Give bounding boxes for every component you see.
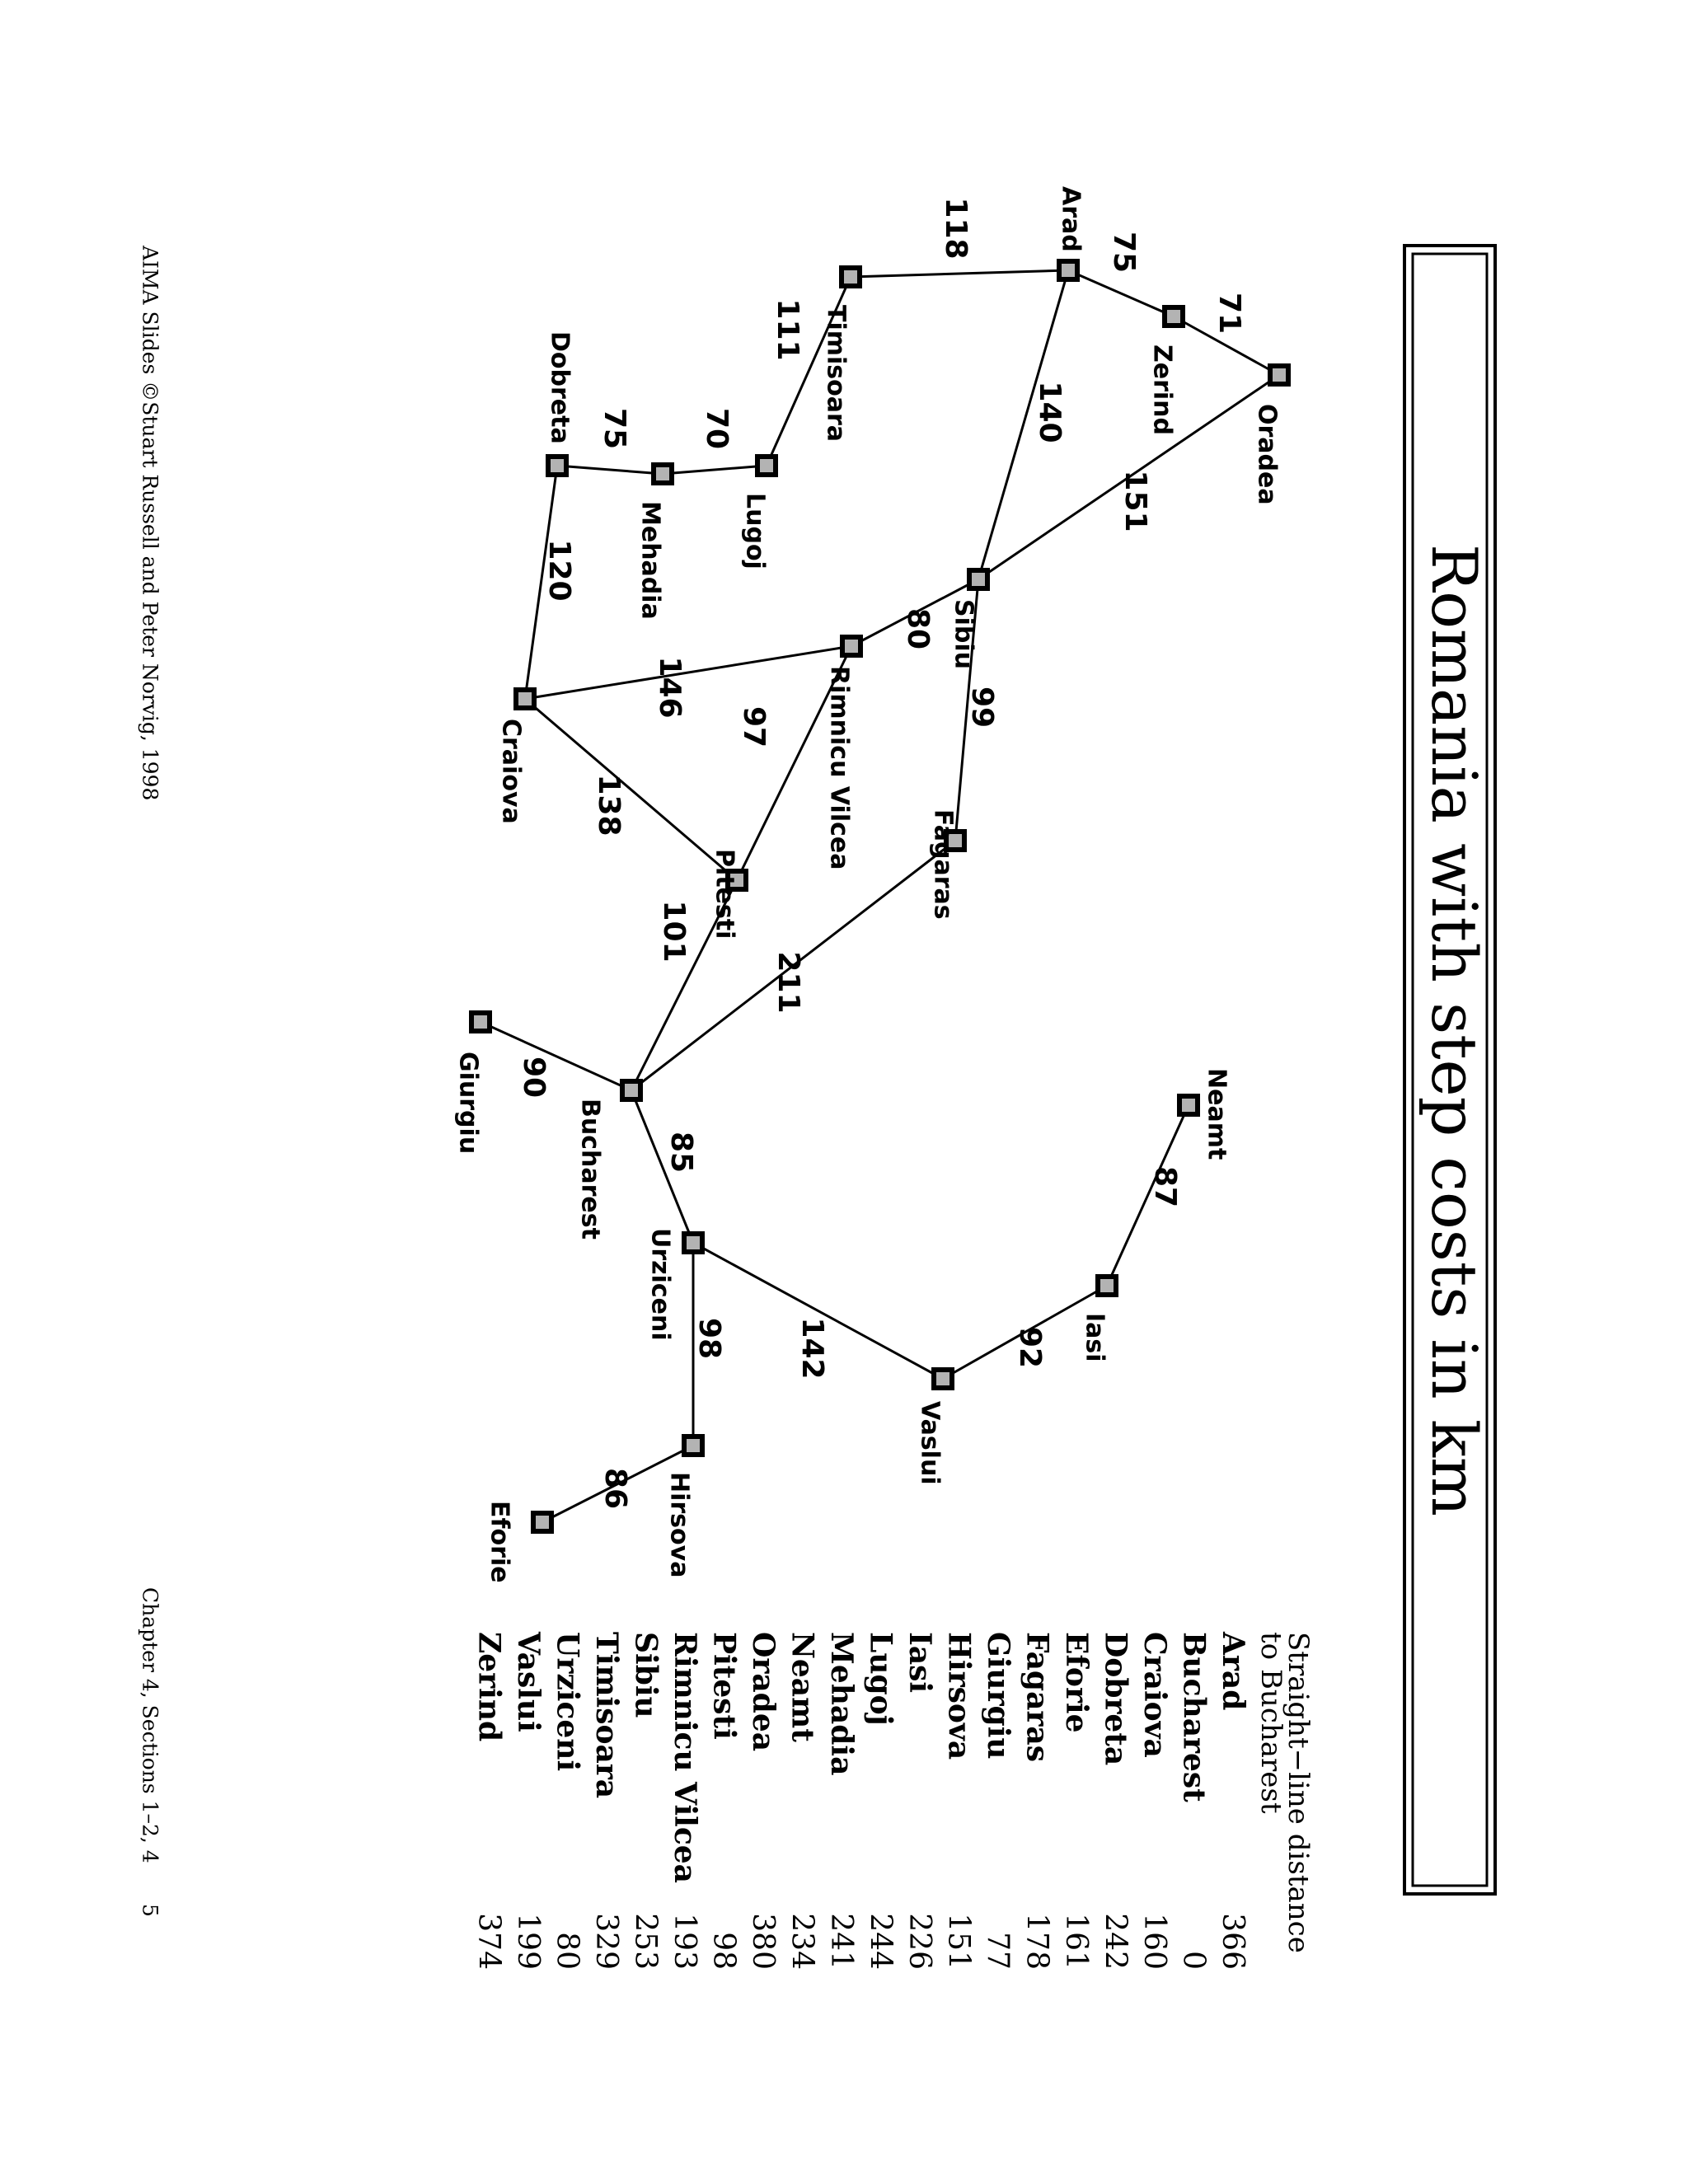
cost-label-craiova-pitesti: 138 (592, 774, 626, 837)
sld-heading-line1: Straight−line distance (1282, 1632, 1315, 1953)
city-label-urziceni: Urziceni (645, 1228, 675, 1341)
sld-dist-lugoj: 244 (863, 1913, 898, 1970)
city-label-fagaras: Fagaras (928, 809, 958, 920)
sld-rows (472, 1631, 1251, 1970)
sld-dist-fagaras: 178 (1020, 1913, 1054, 1970)
cost-label-iasi-neamt: 87 (1148, 1165, 1182, 1208)
sld-dist-bucharest: 0 (1176, 1951, 1211, 1970)
sld-dist-vaslui: 199 (511, 1913, 545, 1970)
road-lugoj-mehadia (663, 466, 767, 474)
sld-city-sibiu: Sibiu (628, 1632, 663, 1718)
city-label-lugoj: Lugoj (740, 493, 770, 569)
sld-dist-oradea: 380 (746, 1913, 780, 1970)
sld-dist-eforie: 161 (1059, 1913, 1093, 1970)
sld-city-arad: Arad (1216, 1632, 1250, 1711)
cost-label-bucharest-giurgiu: 90 (517, 1056, 551, 1099)
footer-page-number: 5 (138, 1904, 162, 1917)
city-label-iasi: Iasi (1080, 1313, 1109, 1362)
cost-label-rimnicu-craiova: 146 (653, 656, 687, 719)
road-arad-timisoara (851, 270, 1068, 277)
cost-label-zerind-oradea: 71 (1212, 292, 1246, 335)
road-bucharest-giurgiu (481, 1022, 631, 1090)
sld-dist-timisoara: 329 (589, 1913, 623, 1970)
city-label-neamt: Neamt (1202, 1068, 1231, 1160)
sld-city-iasi: Iasi (903, 1632, 937, 1694)
sld-dist-arad: 366 (1216, 1913, 1250, 1970)
cost-label-mehadia-dobreta: 75 (598, 407, 631, 450)
city-label-mehadia: Mehadia (635, 501, 665, 620)
sld-city-hirsova: Hirsova (941, 1632, 977, 1760)
sld-city-pitesti: Pitesti (706, 1632, 742, 1740)
city-node-dobreta (548, 457, 566, 475)
city-node-mehadia (654, 465, 672, 483)
sld-city-oradea: Oradea (746, 1632, 781, 1752)
cost-label-arad-timisoara: 118 (939, 197, 973, 260)
cost-label-oradea-sibiu: 151 (1118, 470, 1152, 532)
city-label-pitesti: Pitesti (710, 849, 739, 940)
sld-city-urziceni: Urziceni (550, 1632, 585, 1772)
sld-dist-craiova: 160 (1137, 1913, 1171, 1970)
city-label-giurgiu: Giurgiu (453, 1052, 483, 1155)
city-label-dobreta: Dobreta (545, 331, 574, 444)
cost-label-urziceni-vaslui: 142 (795, 1317, 829, 1380)
city-node-timisoara (842, 268, 860, 286)
sld-city-bucharest: Bucharest (1176, 1632, 1212, 1802)
sld-dist-dobreta: 242 (1098, 1913, 1132, 1970)
road-arad-zerind (1068, 270, 1174, 316)
footer-credit: AIMA Slides ©Stuart Russell and Peter Norvig, 1998 (138, 246, 162, 801)
straight-line-table (472, 1631, 1315, 1970)
sld-dist-pitesti: 98 (706, 1932, 741, 1970)
city-node-giurgiu (471, 1013, 490, 1031)
cost-label-arad-zerind: 75 (1107, 231, 1141, 274)
city-node-hirsova (684, 1436, 702, 1455)
sld-city-timisoara: Timisoara (589, 1632, 624, 1799)
cost-label-hirsova-eforie: 86 (598, 1467, 632, 1510)
sld-city-fagaras: Fagaras (1020, 1632, 1055, 1762)
city-node-neamt (1179, 1096, 1198, 1114)
city-node-rimnicu (842, 637, 860, 655)
city-node-zerind (1165, 307, 1183, 326)
city-node-iasi (1098, 1277, 1116, 1295)
city-label-layer (454, 186, 1282, 1583)
city-label-timisoara: Timisoara (821, 305, 851, 443)
city-label-vaslui: Vaslui (915, 1401, 945, 1485)
cost-label-rimnicu-pitesti: 97 (737, 705, 771, 748)
city-label-oradea: Oradea (1252, 404, 1282, 505)
city-label-hirsova: Hirsova (664, 1472, 694, 1578)
cost-label-dobreta-craiova: 120 (542, 539, 576, 602)
cost-label-sibiu-rimnicu: 80 (901, 607, 935, 650)
city-node-arad (1059, 261, 1077, 279)
sld-dist-hirsova: 151 (941, 1913, 976, 1970)
city-node-lugoj (757, 457, 776, 475)
cost-label-urziceni-hirsova: 98 (692, 1317, 726, 1360)
sld-city-giurgiu: Giurgiu (981, 1632, 1015, 1760)
city-node-sibiu (969, 570, 987, 588)
sld-dist-sibiu: 253 (628, 1913, 663, 1970)
road-rimnicu-craiova (525, 646, 851, 699)
sld-city-zerind: Zerind (471, 1632, 507, 1742)
page-title: Romania with step costs in km (1418, 544, 1491, 1516)
sld-city-eforie: Eforie (1059, 1632, 1094, 1733)
cost-label-bucharest-urziceni: 85 (664, 1131, 698, 1174)
cost-label-lugoj-mehadia: 70 (700, 407, 734, 450)
city-label-sibiu: Sibiu (949, 599, 978, 670)
sld-city-rimnicu-vilcea: Rimnicu Vilcea (668, 1632, 702, 1883)
road-craiova-pitesti (525, 699, 737, 880)
city-node-craiova (516, 690, 534, 708)
city-label-arad: Arad (1056, 186, 1085, 252)
sld-city-craiova: Craiova (1137, 1632, 1172, 1758)
sld-dist-zerind: 374 (471, 1913, 506, 1970)
sld-dist-giurgiu: 77 (981, 1932, 1015, 1970)
city-label-zerind: Zerind (1147, 344, 1177, 436)
sld-city-neamt: Neamt (785, 1632, 820, 1742)
city-node-bucharest (622, 1081, 640, 1099)
footer-chapter: Chapter 4, Sections 1–2, 4 (138, 1587, 162, 1863)
sld-dist-urziceni: 80 (550, 1932, 584, 1970)
cost-label-arad-sibiu: 140 (1033, 381, 1067, 443)
cost-label-pitesti-bucharest: 101 (657, 900, 691, 963)
sld-city-mehadia: Mehadia (824, 1632, 859, 1776)
sld-city-vaslui: Vaslui (511, 1632, 546, 1732)
city-node-vaslui (934, 1370, 952, 1388)
sld-dist-rimnicu-vilcea: 193 (668, 1913, 701, 1970)
city-label-rimnicu: Rimnicu Vilcea (824, 666, 854, 870)
city-node-urziceni (684, 1234, 702, 1252)
city-node-oradea (1270, 366, 1288, 384)
cost-label-fagaras-bucharest: 211 (771, 951, 805, 1014)
city-label-eforie: Eforie (485, 1501, 514, 1583)
sld-dist-neamt: 234 (785, 1913, 819, 1970)
sld-city-dobreta: Dobreta (1098, 1632, 1133, 1766)
cost-label-sibiu-fagaras: 99 (965, 686, 999, 729)
sld-city-lugoj: Lugoj (863, 1632, 898, 1726)
cost-label-timisoara-lugoj: 111 (771, 298, 804, 361)
city-label-bucharest: Bucharest (575, 1099, 605, 1240)
cost-label-vaslui-iasi: 92 (1013, 1326, 1047, 1369)
road-mehadia-dobreta (557, 466, 663, 474)
sld-dist-mehadia: 241 (824, 1913, 858, 1970)
sld-heading-line2: to Bucharest (1254, 1632, 1287, 1814)
sld-dist-iasi: 226 (903, 1913, 936, 1970)
city-label-craiova: Craiova (496, 719, 526, 824)
cost-label-layer (517, 197, 1246, 1509)
city-node-eforie (533, 1513, 551, 1531)
road-layer (481, 270, 1279, 1522)
